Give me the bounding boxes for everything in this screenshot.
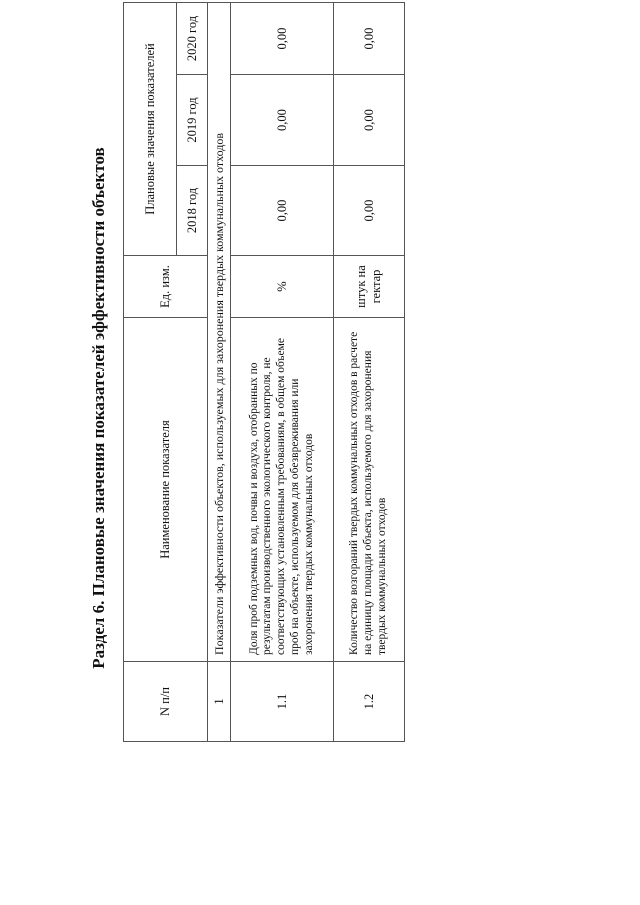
header-plan: Плановые значения показателей [124, 3, 177, 256]
row-unit: % [231, 256, 334, 318]
row-num: 1.1 [231, 662, 334, 742]
table-row [334, 3, 405, 742]
row-value-2020: 0,00 [334, 3, 405, 75]
header-year-2020: 2020 год [177, 3, 208, 75]
header-unit: Ед. изм. [124, 256, 208, 318]
row-value-2018: 0,00 [231, 166, 334, 256]
table-row [231, 3, 334, 742]
row-unit: штук на гектар [334, 256, 405, 318]
header-year-2018: 2018 год [177, 166, 208, 256]
header-year-2019: 2019 год [177, 75, 208, 166]
section-row [208, 3, 231, 742]
header-num: N п/п [124, 662, 208, 742]
section-title: Раздел 6. Плановые значения показателей эффективности объектов [89, 147, 108, 669]
row-name: Количество возгораний твердых коммунальных отходов в расчете на единицу площади объекта, используемого для захоронения твердых коммунальных отходов [334, 318, 405, 662]
section-text: Показатели эффективности объектов, используемых для захоронения твердых коммунальных отходов [208, 3, 231, 662]
row-value-2018: 0,00 [334, 166, 405, 256]
row-value-2019: 0,00 [231, 75, 334, 166]
row-value-2019: 0,00 [334, 75, 405, 166]
header-row [124, 3, 177, 742]
indicators-table [123, 2, 405, 742]
row-num: 1.2 [334, 662, 405, 742]
row-value-2020: 0,00 [231, 3, 334, 75]
header-name: Наименование показателя [124, 318, 208, 662]
section-num: 1 [208, 662, 231, 742]
row-name: Доля проб подземных вод, почвы и воздуха, отобранных по результатам производственного экологического контроля, не соответствующих установленным требованиям, в общем объеме проб на объекте, используемом для обезвреживания или захоронения твердых коммунальных отходов [231, 318, 334, 662]
